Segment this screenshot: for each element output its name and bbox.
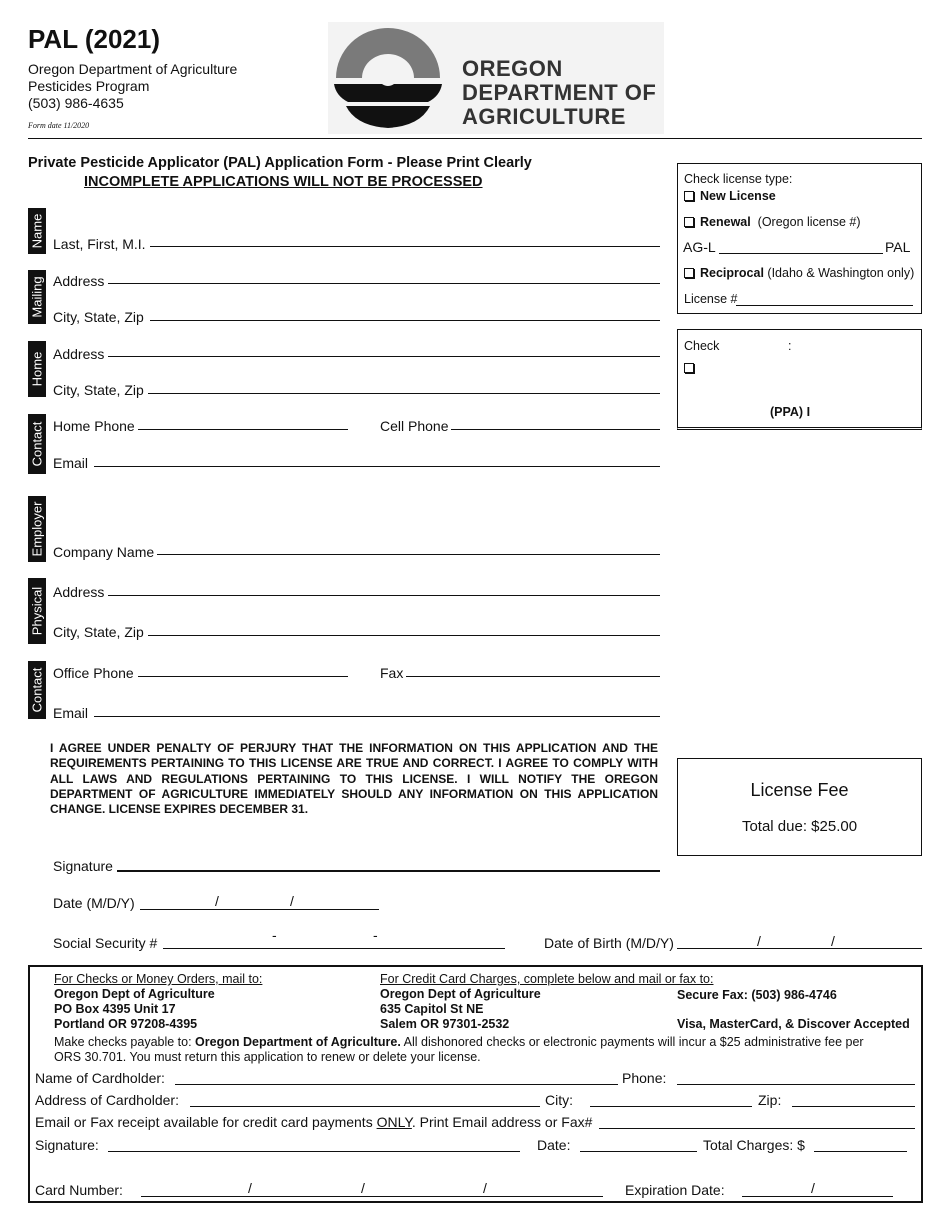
cc-addr-1: Oregon Dept of Agriculture xyxy=(380,987,541,1001)
label-mailing-address: Address xyxy=(53,273,105,289)
input-expiration[interactable] xyxy=(742,1196,893,1197)
option-ppa[interactable] xyxy=(684,361,700,375)
label-email: Email xyxy=(53,455,89,471)
form-warning: INCOMPLETE APPLICATIONS WILL NOT BE PROCESSED xyxy=(84,174,483,190)
secure-fax: Secure Fax: (503) 986-4746 xyxy=(677,988,837,1002)
input-signature[interactable] xyxy=(117,870,660,872)
label-cell-phone: Cell Phone xyxy=(380,418,449,434)
label-cc-signature: Signature: xyxy=(35,1137,99,1153)
label-home-phone: Home Phone xyxy=(53,418,135,434)
section-home: Home xyxy=(28,341,46,397)
check-ppa-box xyxy=(677,329,922,430)
dob-slash-1: / xyxy=(757,933,761,949)
input-email[interactable] xyxy=(94,466,660,467)
checks-addr-1: Oregon Dept of Agriculture xyxy=(54,987,215,1001)
label-mailing-city: City, State, Zip xyxy=(53,309,144,325)
input-cc-city[interactable] xyxy=(590,1106,752,1107)
fee-total: Total due: $25.00 xyxy=(741,818,858,835)
payment-box xyxy=(28,965,923,1203)
input-mailing-city[interactable] xyxy=(150,320,660,321)
ssn-dash-1: - xyxy=(272,927,277,943)
ag-suffix: PAL xyxy=(885,239,911,255)
input-company-name[interactable] xyxy=(157,554,660,555)
label-cc-phone: Phone: xyxy=(622,1070,667,1086)
input-cc-zip[interactable] xyxy=(792,1106,915,1107)
label-cardholder-name: Name of Cardholder: xyxy=(35,1070,165,1086)
input-cardholder-name[interactable] xyxy=(175,1084,618,1085)
checkbox-icon[interactable] xyxy=(684,217,694,227)
oda-logo xyxy=(328,22,664,134)
cc-heading: For Credit Card Charges, complete below and mail or fax to: xyxy=(380,972,714,986)
label-card-number: Card Number: xyxy=(35,1182,123,1198)
label-cc-zip: Zip: xyxy=(758,1092,782,1108)
label-office-phone: Office Phone xyxy=(53,665,134,681)
label-email-2: Email xyxy=(53,705,89,721)
logo-text-oregon: OREGON xyxy=(462,56,563,81)
ppa-label: (PPA) I xyxy=(770,405,811,419)
input-home-phone[interactable] xyxy=(138,429,348,430)
date-slash-1: / xyxy=(215,893,219,909)
ssn-dash-2: - xyxy=(373,927,378,943)
exp-slash: / xyxy=(811,1180,815,1196)
label-company-name: Company Name xyxy=(53,544,155,560)
input-fax[interactable] xyxy=(406,676,660,677)
checkbox-icon[interactable] xyxy=(684,268,694,278)
input-card-number[interactable] xyxy=(141,1196,603,1197)
section-contact: Contact xyxy=(28,414,46,474)
section-contact-2: Contact xyxy=(28,661,46,719)
page-title: PAL (2021) xyxy=(28,24,160,54)
input-receipt-contact[interactable] xyxy=(599,1128,915,1129)
input-physical-address[interactable] xyxy=(108,595,660,596)
label-total-charges: Total Charges: $ xyxy=(703,1137,805,1153)
license-type-heading: Check license type: xyxy=(684,172,793,186)
label-expiration: Expiration Date: xyxy=(625,1182,725,1198)
label-fax: Fax xyxy=(380,665,404,681)
logo-text-department: DEPARTMENT OF xyxy=(462,80,657,105)
label-home-address: Address xyxy=(53,346,105,362)
input-home-city[interactable] xyxy=(148,393,660,394)
option-reciprocal[interactable]: Reciprocal (Idaho & Washington only) xyxy=(684,266,914,280)
input-physical-city[interactable] xyxy=(148,635,660,636)
label-date: Date (M/D/Y) xyxy=(53,895,135,911)
section-employer: Employer xyxy=(28,496,46,562)
card-slash-2: / xyxy=(361,1180,365,1196)
input-cell-phone[interactable] xyxy=(451,429,660,430)
checks-addr-3: Portland OR 97208-4395 xyxy=(54,1017,198,1031)
checkbox-icon[interactable] xyxy=(684,363,694,373)
label-cc-city: City: xyxy=(545,1092,573,1108)
input-total-charges[interactable] xyxy=(814,1151,907,1152)
checkbox-icon[interactable] xyxy=(684,191,694,201)
label-cardholder-address: Address of Cardholder: xyxy=(35,1092,179,1108)
input-cardholder-address[interactable] xyxy=(190,1106,540,1107)
input-cc-phone[interactable] xyxy=(677,1084,915,1085)
payable-note: Make checks payable to: Oregon Department of Agriculture. All dishonored checks or electronic payments will incur a $25 administrative fee per ORS 30.701. You must return this application to renew or delete your license. xyxy=(54,1035,864,1064)
label-physical-address: Address xyxy=(53,584,105,600)
input-office-phone[interactable] xyxy=(138,676,348,677)
cc-addr-2: 635 Capitol St NE xyxy=(380,1002,484,1016)
check-colon: : xyxy=(788,339,792,353)
logo-text-agriculture: AGRICULTURE xyxy=(462,104,626,129)
label-signature: Signature xyxy=(53,858,113,874)
oda-emblem-icon xyxy=(328,22,448,134)
form-heading: Private Pesticide Applicator (PAL) Application Form - Please Print Clearly xyxy=(28,155,532,171)
cc-addr-3: Salem OR 97301-2532 xyxy=(380,1017,510,1031)
option-renewal[interactable]: Renewal (Oregon license #) xyxy=(684,215,861,229)
checks-addr-2: PO Box 4395 Unit 17 xyxy=(54,1002,176,1016)
section-name: Name xyxy=(28,208,46,254)
form-date: Form date 11/2020 xyxy=(28,121,90,130)
fee-title: License Fee xyxy=(750,780,849,800)
input-cc-signature[interactable] xyxy=(108,1151,520,1152)
date-slash-2: / xyxy=(290,893,294,909)
input-name[interactable] xyxy=(150,246,660,247)
header-divider xyxy=(28,138,922,139)
input-mailing-address[interactable] xyxy=(108,283,660,284)
cards-accepted: Visa, MasterCard, & Discover Accepted xyxy=(677,1017,910,1031)
input-license-no[interactable] xyxy=(736,305,913,306)
label-physical-city: City, State, Zip xyxy=(53,624,144,640)
receipt-note: Email or Fax receipt available for credit card payments ONLY. Print Email address or Fax# xyxy=(35,1114,593,1130)
label-license-no: License # xyxy=(684,292,738,306)
ag-prefix: AG-L xyxy=(683,239,716,255)
label-dob: Date of Birth (M/D/Y) xyxy=(544,935,674,951)
label-cc-date: Date: xyxy=(537,1137,571,1153)
input-cc-date[interactable] xyxy=(580,1151,697,1152)
card-slash-3: / xyxy=(483,1180,487,1196)
section-mailing: Mailing xyxy=(28,270,46,324)
input-date[interactable] xyxy=(140,909,379,910)
program-name: Pesticides Program xyxy=(28,78,150,94)
card-slash-1: / xyxy=(248,1180,252,1196)
input-home-address[interactable] xyxy=(108,356,660,357)
label-home-city: City, State, Zip xyxy=(53,382,144,398)
license-type-box xyxy=(677,163,922,314)
check-heading: Check xyxy=(684,339,720,353)
input-dob[interactable] xyxy=(677,948,922,949)
dob-slash-2: / xyxy=(831,933,835,949)
section-physical: Physical xyxy=(28,578,46,644)
input-ssn[interactable] xyxy=(163,948,505,949)
input-email-2[interactable] xyxy=(94,716,660,717)
input-ag-license[interactable] xyxy=(719,253,883,254)
label-ssn: Social Security # xyxy=(53,935,158,951)
label-last-first-mi: Last, First, M.I. xyxy=(53,236,146,252)
option-new-license[interactable]: New License xyxy=(684,189,776,203)
agency-name: Oregon Department of Agriculture xyxy=(28,61,238,77)
license-fee-box xyxy=(677,758,922,856)
agreement-text: I AGREE UNDER PENALTY OF PERJURY THAT THE INFORMATION ON THIS APPLICATION AND THE REQUIREMENTS PERTAINING TO THIS LICENSE ARE TRUE AND CORRECT. I AGREE TO COMPLY WITH ALL LAWS AND REGULATIONS PERTAINING TO THIS LICENSE. I WILL NOTIFY THE OREGON DEPARTMENT OF AGRICULTURE IMMEDIATELY SHOULD ANY INFORMATION ON THIS APPLICATION CHANGE. LICENSE EXPIRES DECEMBER 31. xyxy=(50,741,658,817)
checks-heading: For Checks or Money Orders, mail to: xyxy=(54,972,263,986)
agency-phone: (503) 986-4635 xyxy=(28,95,124,111)
